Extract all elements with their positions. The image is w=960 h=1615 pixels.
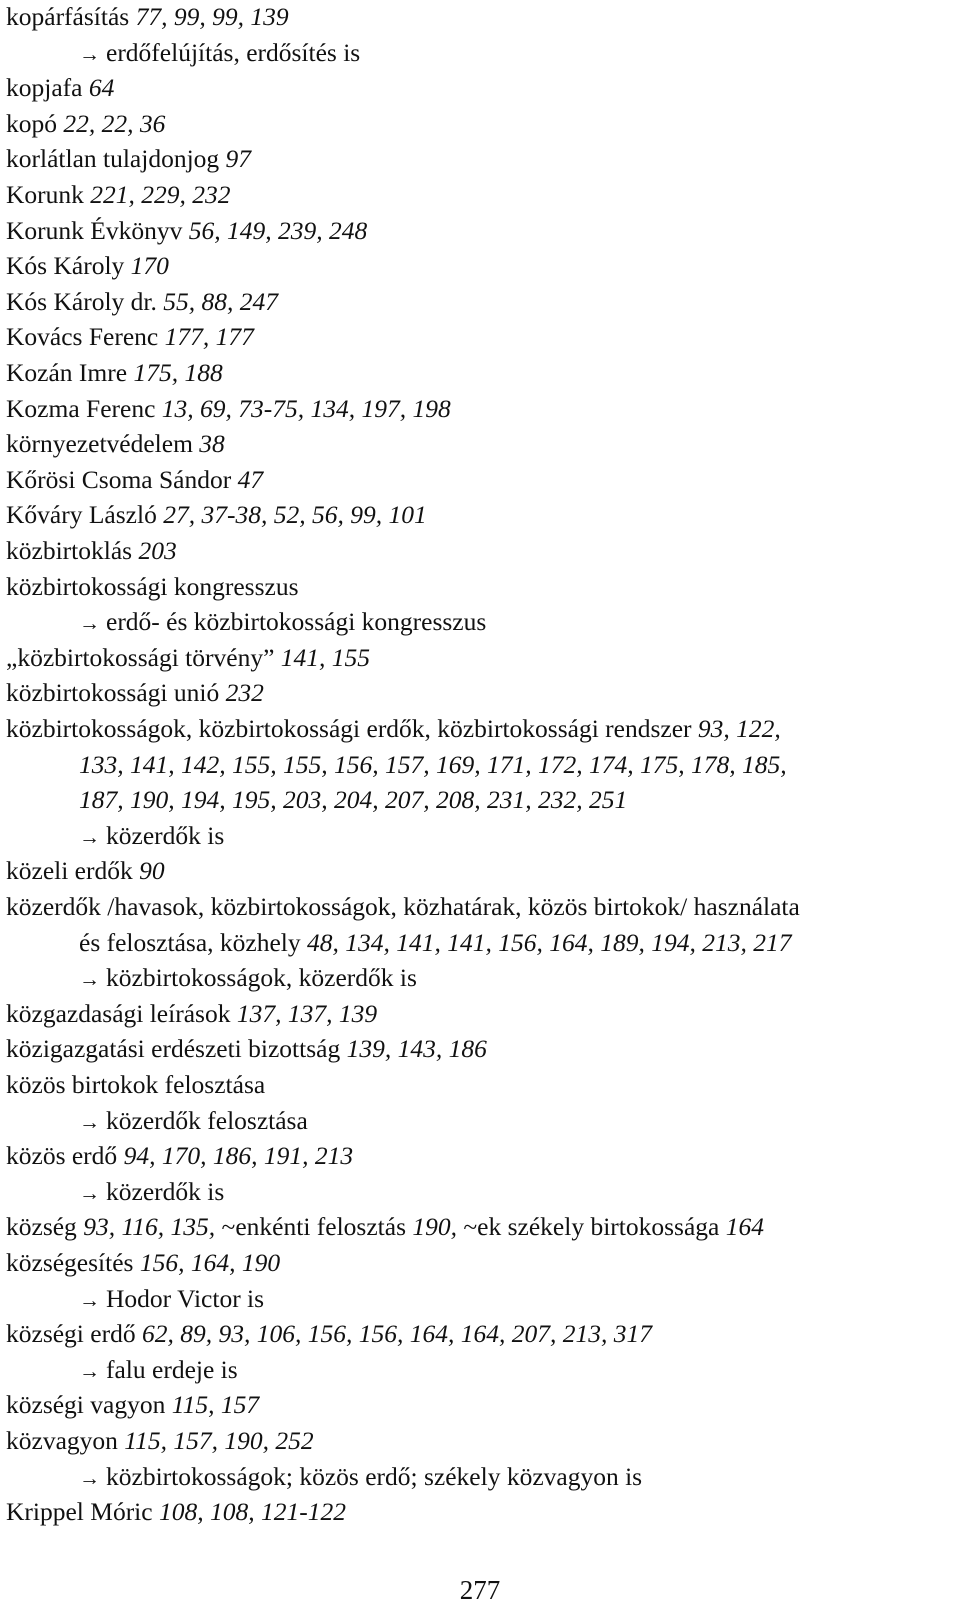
- entry-text: erdő- és közbirtokossági kongresszus: [106, 607, 487, 637]
- entry-text: közbirtokosságok; közös erdő; székely közvagyon is: [106, 1461, 643, 1491]
- entry-text: közerdők /havasok, közbirtokosságok, közhatárak, közös birtokok/ használata: [6, 892, 800, 921]
- index-entry: [6, 997, 960, 1031]
- page-references: 38: [199, 429, 225, 459]
- entry-text: Kozán Imre: [6, 358, 134, 387]
- page-references: 108, 108, 121-122: [158, 1497, 346, 1527]
- page-references: 13, 69, 73-75, 134, 197, 198: [161, 393, 451, 423]
- page-references: 22, 22, 36: [63, 108, 166, 138]
- entry-text: közbirtokossági kongresszus: [6, 571, 299, 601]
- entry-text: közbirtoklás: [6, 536, 139, 565]
- page-references: 175, 188: [133, 358, 223, 387]
- entry-text: közeli erdők: [6, 856, 140, 886]
- index-entry: [6, 854, 960, 888]
- entry-text: és felosztása, közhely: [79, 927, 307, 957]
- page-references: 56, 149, 239, 248: [188, 215, 368, 245]
- index-entry: [6, 107, 960, 141]
- page-references: 187, 190, 194, 195, 203, 204, 207, 208, 231, 232, 251: [79, 785, 628, 815]
- entry-text: község: [6, 1212, 84, 1242]
- index-entry: [6, 1139, 960, 1173]
- entry-text: községi vagyon: [6, 1390, 172, 1420]
- index-entry: [6, 890, 960, 924]
- index-continuation-line: [79, 783, 960, 817]
- page-references: 115, 157: [171, 1390, 260, 1420]
- index-entry: [6, 1388, 960, 1422]
- entry-text: közbirtokosságok, közerdők is: [106, 963, 417, 993]
- see-also-arrow-icon: →: [79, 1287, 100, 1312]
- entry-text: közbirtokosságok, közbirtokossági erdők, közbirtokossági rendszer: [6, 714, 698, 743]
- index-entry: [6, 142, 960, 176]
- entry-text: Kőrösi Csoma Sándor: [6, 464, 238, 494]
- index-entry: [6, 214, 960, 248]
- cross-reference-line: [79, 1460, 960, 1494]
- index-entry: [6, 534, 960, 568]
- entry-text: környezetvédelem: [6, 429, 200, 459]
- index-entry: [6, 1424, 960, 1458]
- entry-text: kopó: [6, 108, 64, 138]
- cross-reference-line: [79, 36, 960, 70]
- page-references: 90: [139, 856, 165, 886]
- page-references: 27, 37-38, 52, 56, 99, 101: [163, 500, 427, 530]
- page-references: 170: [130, 251, 169, 281]
- page-references: 137, 137, 139: [236, 998, 378, 1028]
- page-references: 221, 229, 232: [90, 180, 231, 209]
- cross-reference-line: [79, 1175, 960, 1209]
- entry-text: erdőfelújítás, erdősítés is: [106, 37, 361, 67]
- entry-text: közgazdasági leírások: [6, 998, 237, 1028]
- index-entry: [6, 249, 960, 283]
- index-entry: [6, 463, 960, 497]
- page-references: 93, 122,: [697, 714, 781, 743]
- entry-text: közvagyon: [6, 1426, 125, 1455]
- cross-reference-line: [79, 1282, 960, 1316]
- page-references: 48, 134, 141, 141, 156, 164, 189, 194, 213, 217: [307, 927, 792, 957]
- entry-text: Krippel Móric: [6, 1497, 159, 1527]
- index-entry: [6, 71, 960, 105]
- index-entry: [6, 1317, 960, 1351]
- page-references: 177, 177: [164, 322, 254, 352]
- page-references: 93, 116, 135,: [83, 1212, 222, 1242]
- entry-text: Kőváry László: [6, 500, 164, 530]
- page-references: 47: [237, 464, 264, 494]
- index-entry: [6, 712, 960, 746]
- entry-text: Kós Károly: [6, 251, 131, 281]
- entry-text: közerdők is: [106, 820, 225, 850]
- see-also-arrow-icon: →: [79, 611, 100, 636]
- index-entry: [6, 1246, 960, 1280]
- index-entry: [6, 1210, 960, 1244]
- index-entry: [6, 676, 960, 710]
- entry-text: falu erdeje is: [106, 1354, 238, 1384]
- cross-reference-line: [79, 961, 960, 995]
- cross-reference-line: [79, 819, 960, 853]
- see-also-arrow-icon: →: [79, 824, 100, 849]
- entry-text: Kovács Ferenc: [6, 322, 165, 352]
- index-entry: [6, 178, 960, 212]
- entry-text: Kozma Ferenc: [6, 393, 162, 423]
- cross-reference-line: [79, 1353, 960, 1387]
- index-entry: [6, 427, 960, 461]
- page-references: 77, 99, 99, 139: [135, 2, 289, 31]
- entry-text: közbirtokossági unió: [6, 678, 226, 708]
- entry-text: ~ek székely birtokossága: [463, 1212, 726, 1242]
- see-also-arrow-icon: →: [79, 1180, 100, 1205]
- entry-text: Hodor Victor is: [106, 1283, 265, 1313]
- entry-text: kopárfásítás: [6, 2, 136, 31]
- index-entry: [6, 356, 960, 390]
- see-also-arrow-icon: →: [79, 41, 100, 66]
- index-entry: [6, 285, 960, 319]
- page-references: 164: [725, 1212, 764, 1242]
- entry-text: „közbirtokossági törvény”: [6, 642, 281, 672]
- entry-text: korlátlan tulajdonjog: [6, 144, 226, 174]
- entry-text: közerdők felosztása: [106, 1105, 308, 1135]
- entry-text: kopjafa: [6, 73, 89, 103]
- cross-reference-line: [79, 605, 960, 639]
- index-entry: [6, 641, 960, 675]
- see-also-arrow-icon: →: [79, 1109, 100, 1134]
- entry-text: Korunk Évkönyv: [6, 215, 189, 245]
- page-references: 190,: [412, 1212, 464, 1242]
- see-also-arrow-icon: →: [79, 1358, 100, 1383]
- page-references: 141, 155: [280, 642, 371, 672]
- index-entry: [6, 570, 960, 604]
- index-continuation-line: [79, 926, 960, 960]
- entry-text: közigazgatási erdészeti bizottság: [6, 1034, 347, 1064]
- entry-text: közös birtokok felosztása: [6, 1070, 266, 1099]
- index-entry: [6, 0, 960, 34]
- page-references: 139, 143, 186: [346, 1034, 487, 1064]
- entry-text: községi erdő: [6, 1319, 142, 1349]
- page-references: 115, 157, 190, 252: [124, 1426, 314, 1455]
- index-entry: [6, 320, 960, 354]
- index-entry: [6, 498, 960, 532]
- entry-text: Kós Károly dr.: [6, 286, 164, 316]
- page-references: 232: [225, 678, 264, 708]
- see-also-arrow-icon: →: [79, 967, 100, 992]
- page-references: 62, 89, 93, 106, 156, 156, 164, 164, 207, 213, 317: [141, 1319, 652, 1349]
- see-also-arrow-icon: →: [79, 1465, 100, 1490]
- entry-text: községesítés: [6, 1248, 140, 1277]
- page-references: 203: [138, 536, 177, 565]
- index-entry: [6, 392, 960, 426]
- entry-text: Korunk: [6, 180, 91, 209]
- page-references: 94, 170, 186, 191, 213: [123, 1141, 354, 1171]
- index-continuation-line: [79, 748, 960, 782]
- page-references: 55, 88, 247: [163, 286, 278, 316]
- cross-reference-line: [79, 1104, 960, 1138]
- page-references: 133, 141, 142, 155, 155, 156, 157, 169, 171, 172, 174, 175, 178, 185,: [79, 749, 787, 779]
- index-entry: [6, 1495, 960, 1529]
- page-references: 156, 164, 190: [139, 1248, 281, 1277]
- index-entry: [6, 1032, 960, 1066]
- entry-text: ~enkénti felosztás: [221, 1212, 413, 1242]
- index-entry: [6, 1068, 960, 1102]
- page-references: 97: [225, 144, 252, 174]
- entry-text: közerdők is: [106, 1176, 225, 1206]
- entry-text: közös erdő: [6, 1141, 124, 1171]
- page-references: 64: [88, 73, 115, 103]
- page-number: 277: [459, 1575, 501, 1605]
